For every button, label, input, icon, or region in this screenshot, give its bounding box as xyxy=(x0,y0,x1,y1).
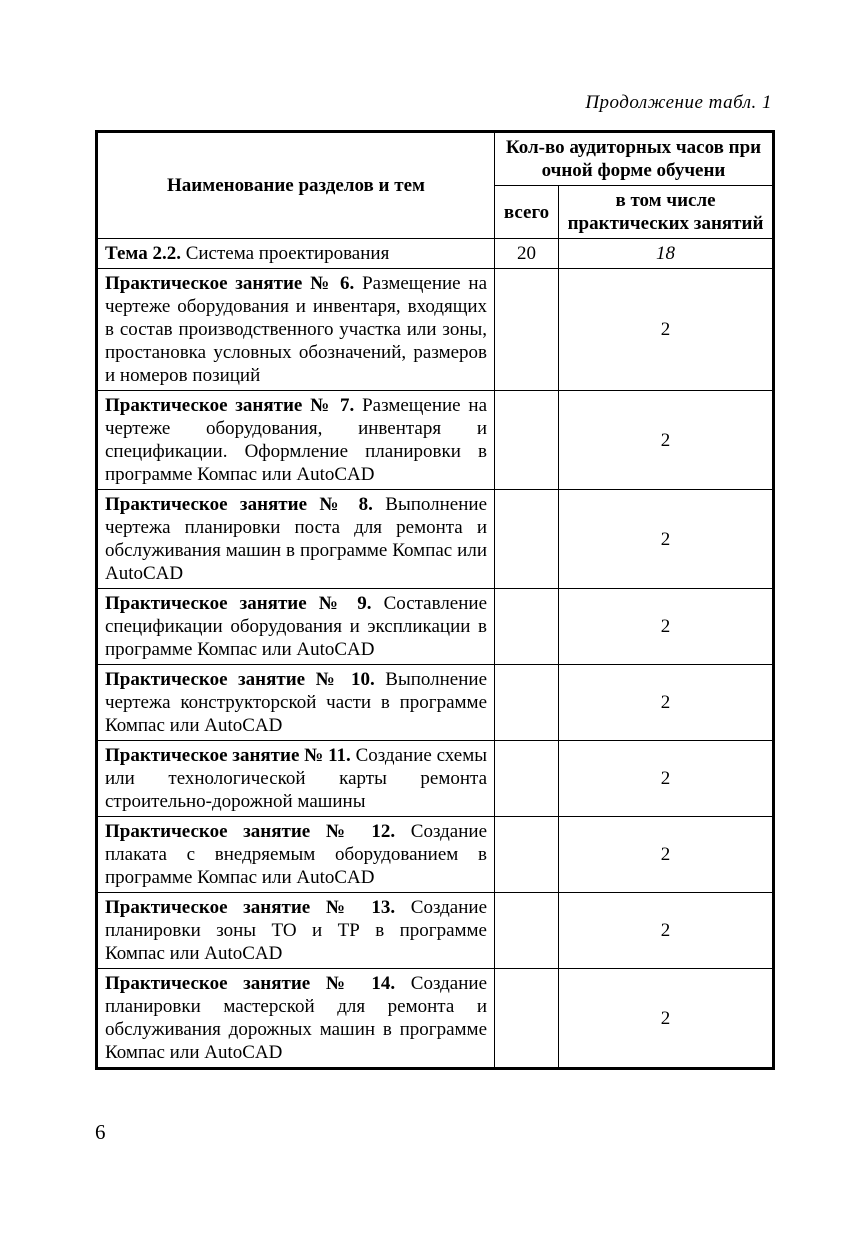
hours-total xyxy=(495,490,559,589)
row-lesson-text: Создание планировки зоны ТО и ТР в программе Компас или AutoCAD xyxy=(105,897,488,964)
row-lesson-label: Практическое занятие № 13. xyxy=(105,897,396,918)
hours-total xyxy=(495,741,559,817)
hours-total xyxy=(495,269,559,391)
row-lesson-name xyxy=(97,817,495,893)
row-lesson-name xyxy=(97,893,495,969)
hours-practical: 2 xyxy=(559,490,774,589)
column-header-hours-group: Кол-во аудиторных часов при очной форме обучени xyxy=(495,132,774,186)
hours-practical: 2 xyxy=(559,269,774,391)
hours-total xyxy=(495,893,559,969)
hours-total xyxy=(495,589,559,665)
table-row-lesson-12 xyxy=(97,817,774,893)
row-topic-name xyxy=(97,239,495,269)
row-lesson-label: Практическое занятие № 12. xyxy=(105,821,396,842)
hours-practical: 2 xyxy=(559,817,774,893)
hours-total: 20 xyxy=(495,239,559,269)
row-lesson-label: Практическое занятие № 8. xyxy=(105,494,373,515)
row-lesson-text: Создание планировки мастерской для ремонта и обслуживания дорожных машин в программе Компас или AutoCAD xyxy=(105,973,488,1063)
page-number: 6 xyxy=(95,1120,106,1144)
row-lesson-text: Выполнение чертежа планировки поста для ремонта и обслуживания машин в программе Компас или AutoCAD xyxy=(105,494,488,584)
table-row-lesson-7 xyxy=(97,391,774,490)
row-lesson-text: Размещение на чертеже оборудования и инвентаря, входящих в состав производственного участка или зоны, простановка условных обозначений, размеров и номеров позиций xyxy=(105,273,487,386)
column-header-name: Наименование разделов и тем xyxy=(97,132,495,239)
row-lesson-label: Практическое занятие № 6. xyxy=(105,273,355,294)
row-lesson-text: Выполнение чертежа конструкторской части в программе Компас или AutoCAD xyxy=(105,669,488,736)
row-lesson-label: Практическое занятие № 9. xyxy=(105,593,372,614)
table-continuation-caption: Продолжение табл. 1 xyxy=(585,92,772,113)
row-lesson-name xyxy=(97,490,495,589)
table-row-lesson-10 xyxy=(97,665,774,741)
row-lesson-label: Практическое занятие № 7. xyxy=(105,395,355,416)
hours-total xyxy=(495,391,559,490)
hours-total xyxy=(495,665,559,741)
row-lesson-name xyxy=(97,741,495,817)
hours-total xyxy=(495,817,559,893)
hours-practical: 2 xyxy=(559,391,774,490)
hours-total xyxy=(495,969,559,1069)
hours-practical: 18 xyxy=(559,239,774,269)
row-lesson-text: Создание схемы или технологической карты ремонта строительно-дорожной машины xyxy=(105,745,488,812)
row-lesson-label: Практическое занятие № 10. xyxy=(105,669,375,690)
row-topic-text: Система проектирования xyxy=(185,243,390,264)
column-header-practical: в том числе практических занятий xyxy=(559,186,774,239)
row-lesson-label: Практическое занятие № 14. xyxy=(105,973,396,994)
table-row-lesson-9 xyxy=(97,589,774,665)
table-row-lesson-13 xyxy=(97,893,774,969)
hours-practical: 2 xyxy=(559,969,774,1069)
row-lesson-label: Практическое занятие № 11. xyxy=(105,745,351,766)
row-lesson-name xyxy=(97,391,495,490)
row-lesson-name xyxy=(97,969,495,1069)
hours-practical: 2 xyxy=(559,665,774,741)
row-lesson-text: Размещение на чертеже оборудования, инвентаря и спецификации. Оформление планировки в программе Компас или AutoCAD xyxy=(105,395,487,485)
row-lesson-text: Создание плаката с внедряемым оборудованием в программе Компас или AutoCAD xyxy=(105,821,488,888)
table-header xyxy=(97,132,774,239)
row-topic-label: Тема 2.2. xyxy=(105,243,181,264)
hours-practical: 2 xyxy=(559,893,774,969)
row-lesson-name xyxy=(97,665,495,741)
table-row-lesson-8 xyxy=(97,490,774,589)
curriculum-hours-table xyxy=(95,130,775,1070)
table-row-lesson-6 xyxy=(97,269,774,391)
hours-practical: 2 xyxy=(559,589,774,665)
table-row-lesson-14 xyxy=(97,969,774,1069)
column-header-total: всего xyxy=(495,186,559,239)
hours-practical: 2 xyxy=(559,741,774,817)
row-lesson-text: Составление спецификации оборудования и экспликации в программе Компас или AutoCAD xyxy=(105,593,488,660)
table-row-topic-2-2 xyxy=(97,239,774,269)
row-lesson-name xyxy=(97,589,495,665)
row-lesson-name xyxy=(97,269,495,391)
table-row-lesson-11 xyxy=(97,741,774,817)
